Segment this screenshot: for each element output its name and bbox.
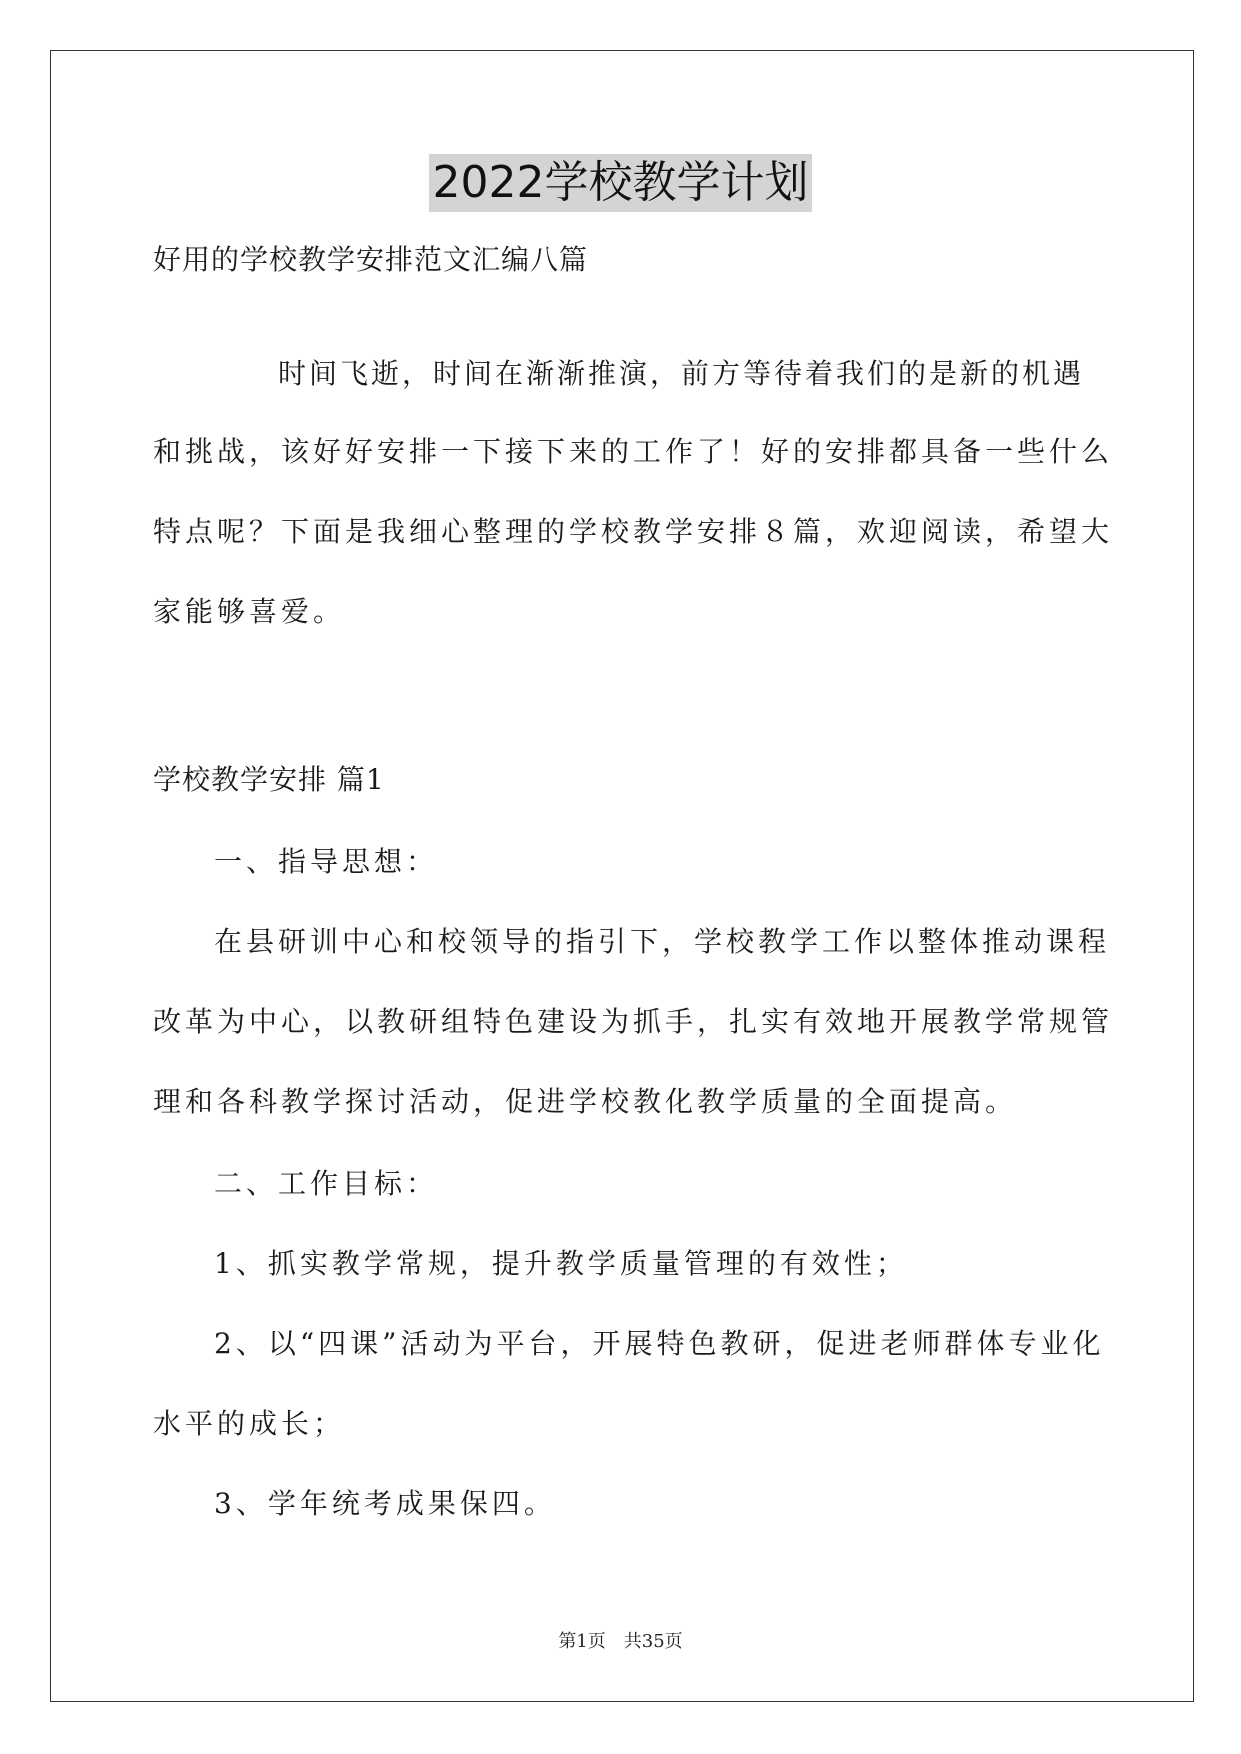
section-line: 一、指导思想： (214, 845, 439, 878)
intro-line: 家能够喜爱。 (153, 595, 346, 628)
section-heading: 学校教学安排 篇1 (153, 763, 385, 796)
section-line: 理和各科教学探讨活动，促进学校教化教学质量的全面提高。 (153, 1085, 1018, 1118)
section-line: 2、以“四课”活动为平台，开展特色教研，促进老师群体专业化 (214, 1327, 1105, 1360)
section-line: 改革为中心，以教研组特色建设为抓手，扎实有效地开展教学常规管 (153, 1005, 1114, 1038)
intro-line: 和挑战，该好好安排一下接下来的工作了！好的安排都具备一些什么 (153, 435, 1114, 468)
page-total: 共35页 (623, 1631, 683, 1652)
section-line: 二、工作目标： (214, 1167, 439, 1200)
intro-line: 特点呢？下面是我细心整理的学校教学安排８篇，欢迎阅读，希望大 (153, 515, 1114, 548)
title-container (0, 154, 1241, 212)
section-line: 1、抓实教学常规，提升教学质量管理的有效性； (214, 1247, 908, 1280)
section-line: 3、学年统考成果保四。 (214, 1487, 556, 1520)
section-line: 水平的成长； (153, 1407, 346, 1440)
section-line: 在县研训中心和校领导的指引下，学校教学工作以整体推动课程 (214, 925, 1111, 958)
document-subtitle: 好用的学校教学安排范文汇编八篇 (153, 243, 589, 276)
page-number: 第1页 (558, 1631, 606, 1652)
page-footer (0, 1630, 1241, 1654)
intro-line: 时间飞逝，时间在渐渐推演，前方等待着我们的是新的机遇 (278, 357, 1085, 390)
document-title: 2022学校教学计划 (429, 154, 813, 212)
